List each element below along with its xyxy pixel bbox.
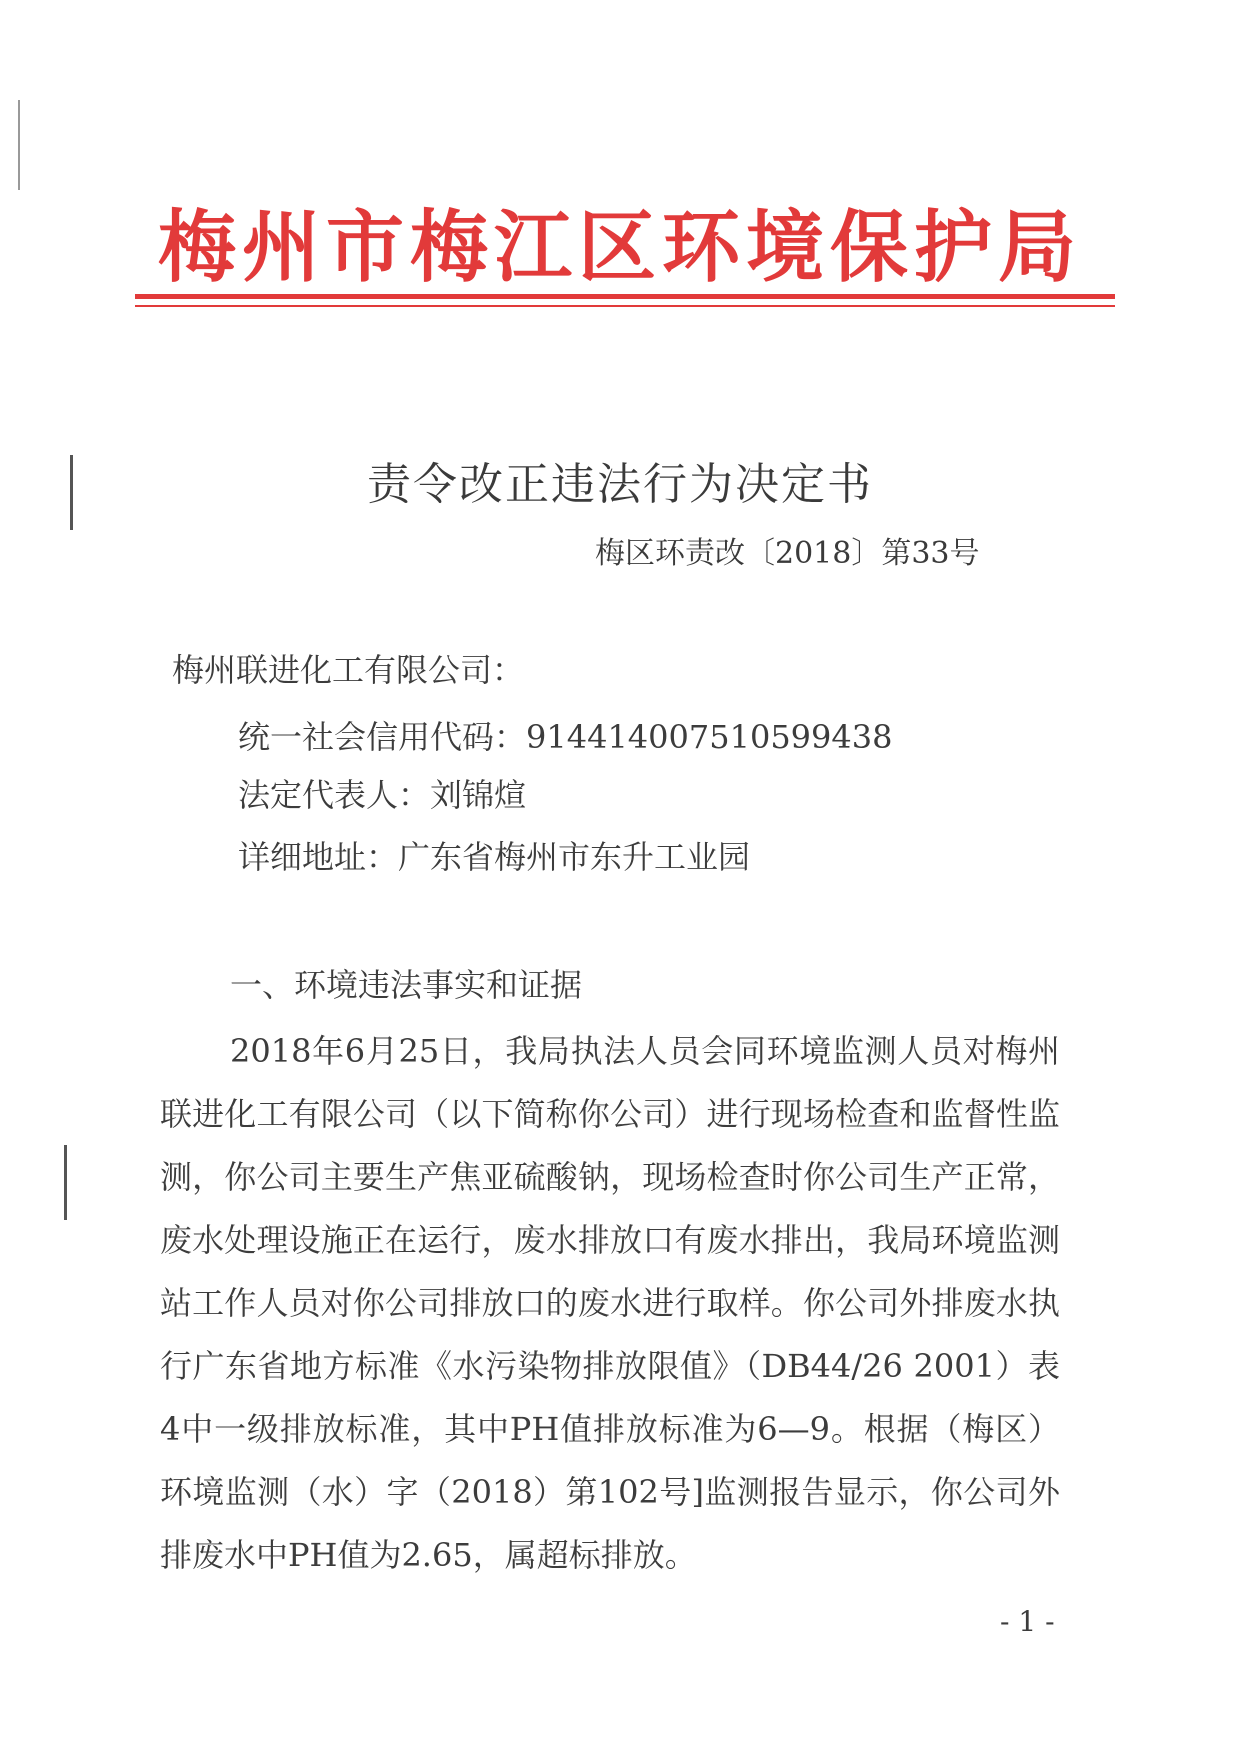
section-heading: 一、环境违法事实和证据 <box>230 966 583 1004</box>
recipient-name: 梅州联进化工有限公司： <box>172 651 525 689</box>
legal-representative: 法定代表人：刘锦煊 <box>238 776 527 814</box>
document-number: 梅区环责改〔2018〕第33号 <box>595 536 980 571</box>
scan-artifact <box>18 100 20 190</box>
page-number: - 1 - <box>1000 1605 1055 1638</box>
address: 详细地址：广东省梅州市东升工业园 <box>238 838 751 876</box>
scan-artifact <box>64 1145 67 1220</box>
red-header-rule <box>135 294 1115 307</box>
body-paragraph: 2018年6月25日，我局执法人员会同环境监测人员对梅州联进化工有限公司（以下简称你公司）进行现场检查和监督性监测，你公司主要生产焦亚硫酸钠，现场检查时你公司生产正常，废水处理设施正在运行，废水排放口有废水排出，我局环境监测站工作人员对你公司排放口的废水进行取样。你公司外排废水执行广东省地方标准《水污染物排放限值》（DB44/26 2001）表4中一级排放标准，其中PH值排放标准为6—9。根据（梅区）环境监测（水）字（2018）第102号]监测报告显示，你公司外排废水中PH值为2.65，属超标排放。 <box>160 1032 1060 1574</box>
document-title: 责令改正违法行为决定书 <box>367 459 873 510</box>
agency-header: 梅州市梅江区环境保护局 <box>157 203 1082 293</box>
credit-code: 统一社会信用代码：914414007510599438 <box>238 718 893 756</box>
